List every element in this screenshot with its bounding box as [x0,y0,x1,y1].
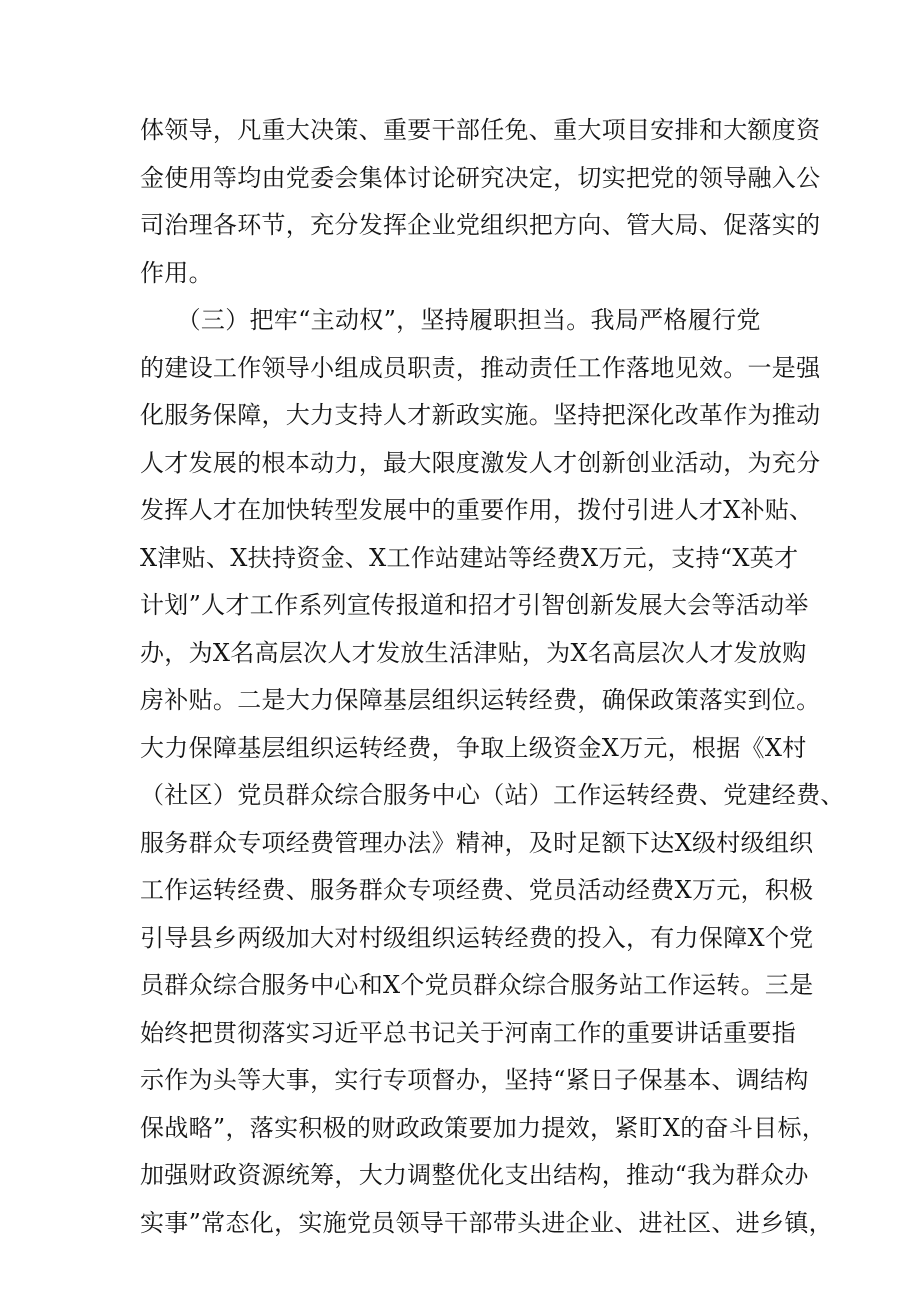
text-line: 工作运转经费、服务群众专项经费、党员活动经费X万元，积极 [140,876,814,904]
text-line: 示作为头等大事，实行专项督办，坚持“紧日子保基本、调结构 [140,1066,809,1094]
text-line: 始终把贯彻落实习近平总书记关于河南工作的重要讲话重要指 [140,1018,797,1047]
text-line: 房补贴。二是大力保障基层组织运转经费，确保政策落实到位。 [140,686,821,714]
text-line: 体领导，凡重大决策、重要干部任免、重大项目安排和大额度资 [140,116,821,144]
text-line: 服务群众专项经费管理办法》精神，及时足额下达X级村级组织 [140,828,814,857]
text-line: 的建设工作领导小组成员职责，推动责任工作落地见效。一是强 [140,353,821,382]
text-line: 司治理各环节，充分发挥企业党组织把方向、管大局、促落实的 [140,211,821,239]
text-line: 人才发展的根本动力，最大限度激发人才创新创业活动，为充分 [140,448,821,477]
text-line: （社区）党员群众综合服务中心（站）工作运转经费、党建经费、 [140,781,845,809]
text-line: 加强财政资源统筹，大力调整优化支出结构，推动“我为群众办 [140,1161,809,1189]
text-line: 化服务保障，大力支持人才新政实施。坚持把深化改革作为推动 [140,401,821,429]
text-line: 保战略”，落实积极的财政政策要加力提效，紧盯X的奋斗目标， [140,1113,827,1142]
text-line: 实事”常态化，实施党员领导干部带头进企业、进社区、进乡镇， [140,1208,833,1237]
body-text [140,107,845,1247]
text-line: 计划”人才工作系列宣传报道和招才引智创新发展大会等活动举 [140,591,809,619]
text-line: 金使用等均由党委会集体讨论研究决定，切实把党的领导融入公 [140,163,821,192]
text-line: 办，为X名高层次人才发放生活津贴，为X名高层次人才发放购 [140,638,807,667]
text-line: （三）把牢“主动权”，坚持履职担当。我局严格履行党 [140,306,761,334]
text-line: 大力保障基层组织运转经费，争取上级资金X万元，根据《X村 [140,733,807,762]
text-line: X津贴、X扶持资金、X工作站建站等经费X万元，支持“X英才 [140,543,799,572]
text-line: 引导县乡两级加大对村级组织运转经费的投入，有力保障X个党 [140,923,814,952]
text-line: 发挥人才在加快转型发展中的重要作用，拨付引进人才X补贴、 [140,496,814,524]
text-line: 员群众综合服务中心和X个党员群众综合服务站工作运转。三是 [140,971,814,999]
text-line: 作用。 [140,258,213,287]
